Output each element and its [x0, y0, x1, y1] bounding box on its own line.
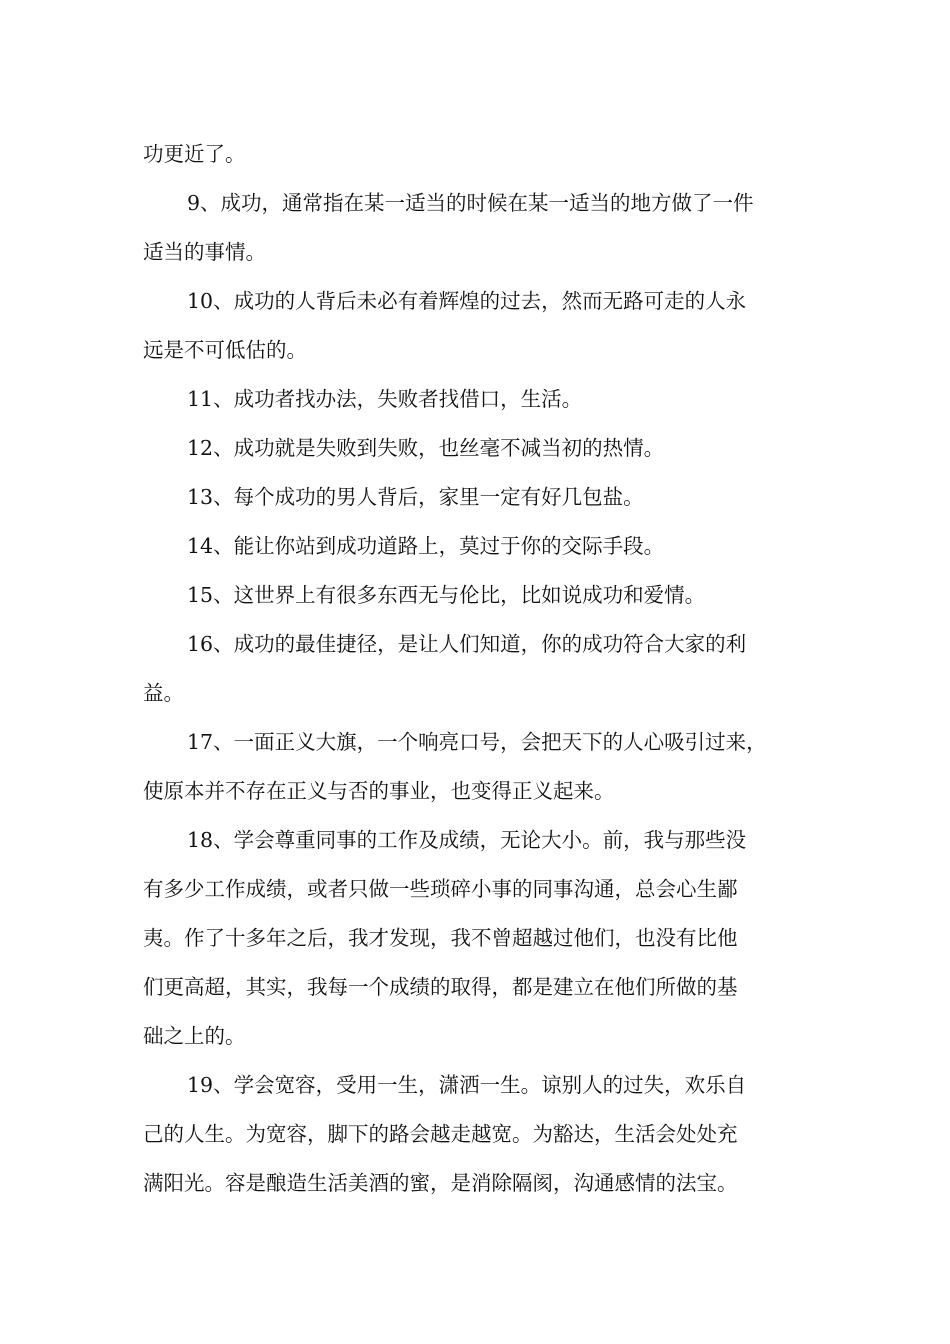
- paragraph-18-line-3: 夷。作了十多年之后，我才发现，我不曾超越过他们，也没有比他: [143, 926, 738, 950]
- paragraph-18-line-2: 有多少工作成绩，或者只做一些琐碎小事的同事沟通，总会心生鄙: [143, 877, 738, 901]
- paragraph-19-line-2: 己的人生。为宽容，脚下的路会越走越宽。为豁达，生活会处处充: [143, 1122, 738, 1146]
- paragraph-9-line-1: 9、成功，通常指在某一适当的时候在某一适当的地方做了一件: [187, 191, 754, 215]
- paragraph-10-line-2: 远是不可低估的。: [143, 338, 307, 362]
- paragraph-18-line-5: 础之上的。: [143, 1024, 246, 1048]
- paragraph-15: 15、这世界上有很多东西无与伦比，比如说成功和爱情。: [187, 583, 706, 607]
- paragraph-16-line-2: 益。: [143, 681, 184, 705]
- paragraph-9-line-2: 适当的事情。: [143, 240, 266, 264]
- paragraph-16-line-1: 16、成功的最佳捷径，是让人们知道，你的成功符合大家的利: [187, 632, 747, 656]
- paragraph-19-line-1: 19、学会宽容，受用一生，潇洒一生。谅别人的过失，欢乐自: [187, 1073, 747, 1097]
- paragraph-10-line-1: 10、成功的人背后未必有着辉煌的过去，然而无路可走的人永: [187, 289, 747, 313]
- paragraph-18-line-4: 们更高超，其实，我每一个成绩的取得，都是建立在他们所做的基: [143, 975, 738, 999]
- document-body: [143, 130, 808, 1208]
- paragraph-18-line-1: 18、学会尊重同事的工作及成绩，无论大小。前，我与那些没: [187, 828, 747, 852]
- paragraph-11: 11、成功者找办法，失败者找借口，生活。: [187, 387, 583, 411]
- text-line: 功更近了。: [143, 142, 246, 166]
- paragraph-19-line-3: 满阳光。容是酿造生活美酒的蜜，是消除隔阂，沟通感情的法宝。: [143, 1171, 738, 1195]
- paragraph-14: 14、能让你站到成功道路上，莫过于你的交际手段。: [187, 534, 665, 558]
- paragraph-17-line-2: 使原本并不存在正义与否的事业，也变得正义起来。: [143, 779, 615, 803]
- paragraph-17-line-1: 17、一面正义大旗，一个响亮口号，会把天下的人心吸引过来，: [187, 730, 767, 754]
- paragraph-13: 13、每个成功的男人背后，家里一定有好几包盐。: [187, 485, 644, 509]
- paragraph-12: 12、成功就是失败到失败，也丝毫不减当初的热情。: [187, 436, 665, 460]
